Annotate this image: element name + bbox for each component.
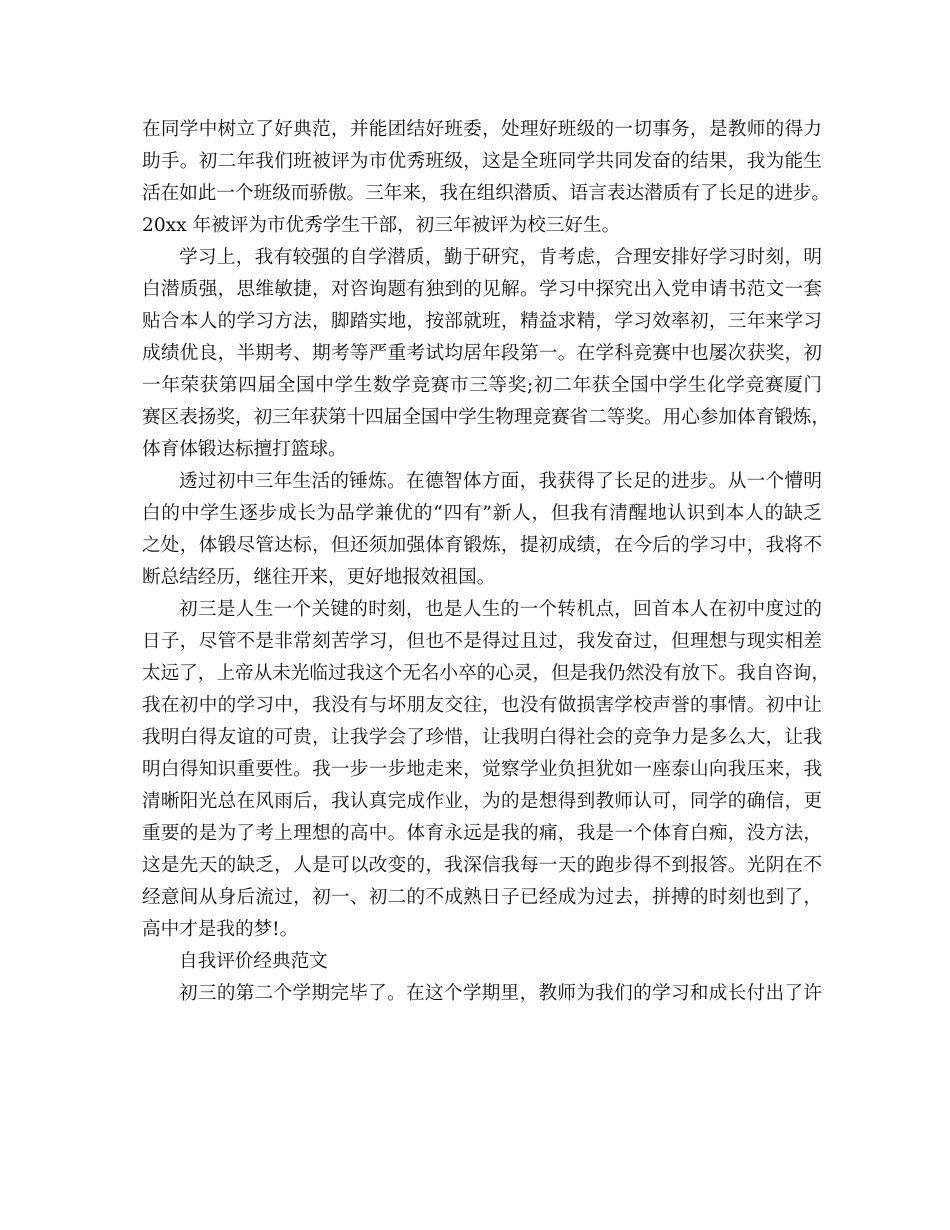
text-line: 一年荣获第四届全国中学生数学竞赛市三等奖;初二年获全国中学生化学竞赛厦门 (142, 375, 822, 396)
document-body (142, 114, 830, 1010)
text-line: 白的中学生逐步成长为品学兼优的“四有”新人，但我有清醒地认识到本人的缺乏 (142, 503, 822, 524)
text-line: 重要的是为了考上理想的高中。体育永远是我的痛，我是一个体育白痴，没方法， (142, 823, 822, 844)
text-line: 高中才是我的梦!。 (142, 919, 299, 940)
text-line: 我明白得友谊的可贵，让我学会了珍惜，让我明白得社会的竞争力是多么大，让我 (142, 727, 822, 748)
text-line: 助手。初二年我们班被评为市优秀班级，这是全班同学共同发奋的结果，我为能生 (142, 151, 822, 172)
text-line: 初三的第二个学期完毕了。在这个学期里，教师为我们的学习和成长付出了许 (179, 983, 822, 1004)
text-line: 在同学中树立了好典范，并能团结好班委，处理好班级的一切事务，是教师的得力 (142, 119, 822, 140)
text-line: 我在初中的学习中，我没有与坏朋友交往，也没有做损害学校声誉的事情。初中让 (142, 695, 822, 716)
text-line: 20xx 年被评为市优秀学生干部，初三年被评为校三好生。 (142, 215, 621, 236)
text-line: 之处，体锻尽管达标，但还须加强体育锻炼，提初成绩，在今后的学习中，我将不 (142, 535, 822, 556)
text-line: 成绩优良，半期考、期考等严重考试均居年段第一。在学科竞赛中也屡次获奖，初 (142, 343, 822, 364)
paragraph-junior-three (142, 594, 830, 946)
section-heading: 自我评价经典范文 (179, 951, 328, 972)
text-line: 断总结经历，继往开来，更好地报效祖国。 (142, 567, 496, 588)
text-line: 明白得知识重要性。我一步一步地走来，觉察学业负担犹如一座泰山向我压来，我 (142, 759, 822, 780)
text-line: 贴合本人的学习方法，脚踏实地，按部就班，精益求精，学习效率初，三年来学习 (142, 311, 822, 332)
text-line: 初三是人生一个关键的时刻，也是人生的一个转机点，回首本人在初中度过的 (179, 599, 822, 620)
text-line: 清晰阳光总在风雨后，我认真完成作业，为的是想得到教师认可，同学的确信，更 (142, 791, 822, 812)
text-line: 学习上，我有较强的自学潜质，勤于研究，肯考虑，合理安排好学习时刻，明 (179, 247, 822, 268)
paragraph-growth (142, 466, 822, 594)
text-line: 日子，尽管不是非常刻苦学习，但也不是得过且过，我发奋过，但理想与现实相差 (142, 631, 822, 652)
text-line: 体育体锻达标擅打篮球。 (142, 439, 347, 460)
text-line: 太远了，上帝从未光临过我这个无名小卒的心灵，但是我仍然没有放下。我自咨询， (142, 663, 830, 684)
text-line: 经意间从身后流过，初一、初二的不成熟日子已经成为过去，拼搏的时刻也到了， (142, 887, 822, 908)
text-line: 透过初中三年生活的锤炼。在德智体方面，我获得了长足的进步。从一个懵明 (179, 471, 822, 492)
paragraph-study (142, 242, 830, 466)
text-line: 赛区表扬奖，初三年获第十四届全国中学生物理竞赛省二等奖。用心参加体育锻炼， (142, 407, 830, 428)
text-line: 白潜质强，思维敏捷，对咨询题有独到的见解。学习中探究出入党申请书范文一套 (142, 279, 822, 300)
paragraph-final (142, 978, 822, 1010)
text-line: 这是先天的缺乏，人是可以改变的，我深信我每一天的跑步得不到报答。光阴在不 (142, 855, 822, 876)
text-line: 活在如此一个班级而骄傲。三年来，我在组织潜质、语言表达潜质有了长足的进步。 (142, 183, 830, 204)
paragraph-class-leader (142, 114, 830, 242)
